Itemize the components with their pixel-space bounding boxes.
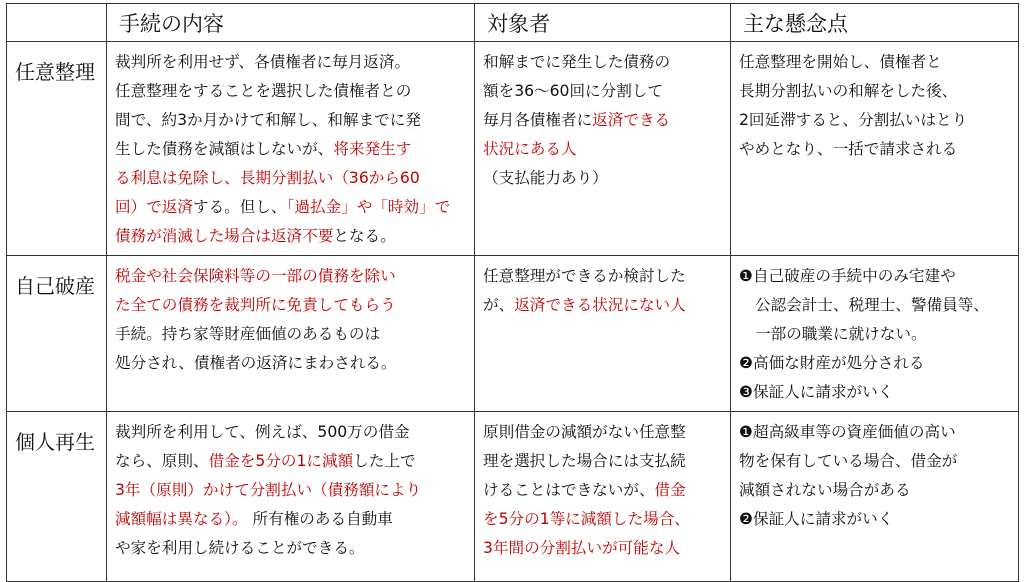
table-row bbox=[7, 256, 1019, 412]
cell-line bbox=[115, 418, 468, 447]
cell-text: 任意整理をすることを選択した債権者との bbox=[115, 82, 412, 100]
highlight-text: 3年間の分割払いが可能な人 bbox=[483, 539, 681, 557]
header-target: 対象者 bbox=[475, 4, 731, 42]
table-row bbox=[7, 42, 1019, 256]
cell-line bbox=[115, 135, 468, 164]
cell-text: 公認会計士、税理士、警備員等、 bbox=[755, 296, 989, 314]
cell-text: ❷保証人に請求がいく bbox=[739, 510, 894, 528]
cell-text: ❸保証人に請求がいく bbox=[739, 383, 894, 401]
table-row bbox=[7, 412, 1019, 582]
cell-line bbox=[115, 534, 468, 563]
cell-text: 物を保有している場合、借金が bbox=[739, 452, 958, 470]
highlight-text: た全ての債務を裁判所に免責してもらう bbox=[115, 296, 396, 314]
cell-text: 和解までに発生した債務の bbox=[483, 53, 671, 71]
cell-text: ❶超高級車等の資産価値の高い bbox=[739, 423, 956, 441]
cell-line bbox=[739, 505, 1012, 534]
target-cell bbox=[475, 256, 731, 412]
cell-text: やめとなり、一括で請求される bbox=[739, 140, 958, 158]
cell-line bbox=[739, 135, 1012, 164]
cell-text: なら、原則、 bbox=[115, 452, 209, 470]
cell-line bbox=[115, 164, 468, 193]
cell-line bbox=[739, 291, 1012, 320]
highlight-text: 将来発生す bbox=[333, 140, 412, 158]
cell-line bbox=[483, 106, 724, 135]
header-content: 手続の内容 bbox=[107, 4, 475, 42]
cell-text: 額を36～60回に分割して bbox=[483, 82, 664, 100]
cell-line bbox=[483, 418, 724, 447]
cell-line bbox=[115, 447, 468, 476]
cell-line bbox=[739, 349, 1012, 378]
row-label: 任意整理 bbox=[7, 42, 107, 256]
target-cell bbox=[475, 412, 731, 582]
cell-line bbox=[739, 77, 1012, 106]
highlight-text: 返済できる bbox=[592, 111, 671, 129]
cell-line bbox=[483, 291, 724, 320]
cell-line bbox=[483, 135, 724, 164]
cell-line bbox=[115, 349, 468, 378]
content-cell bbox=[107, 256, 475, 412]
highlight-text: る利息は免除し、長期分割払い（36から60 bbox=[115, 169, 420, 187]
cell-line bbox=[483, 476, 724, 505]
header-empty-cell bbox=[7, 4, 107, 42]
highlight-text: 債務が消滅した場合は返済不要 bbox=[115, 227, 334, 245]
cell-line bbox=[115, 320, 468, 349]
cell-line bbox=[115, 291, 468, 320]
highlight-text: 「過払金」や「時効」で bbox=[286, 198, 451, 216]
highlight-text: 減額幅は異なる）。 bbox=[115, 510, 248, 528]
content-cell bbox=[107, 412, 475, 582]
cell-line bbox=[483, 534, 724, 563]
header-row bbox=[7, 4, 1019, 42]
cell-line bbox=[739, 106, 1012, 135]
header-concern: 主な懸念点 bbox=[731, 4, 1019, 42]
cell-line bbox=[739, 476, 1012, 505]
cell-text: 裁判所を利用して、例えば、500万の借金 bbox=[115, 423, 410, 441]
cell-line bbox=[115, 77, 468, 106]
cell-text: 間で、約3か月かけて和解し、和解までに発 bbox=[115, 111, 421, 129]
cell-text: 裁判所を利用せず、各債権者に毎月返済。 bbox=[115, 53, 411, 71]
highlight-text: 税金や社会保険料等の一部の債務を除い bbox=[115, 267, 396, 285]
cell-text: する。但し、 bbox=[192, 198, 287, 216]
cell-line bbox=[115, 262, 468, 291]
cell-text: 処分され、債権者の返済にまわされる。 bbox=[115, 354, 397, 372]
cell-text: ❷高価な財産が処分される bbox=[739, 354, 925, 372]
row-label: 自己破産 bbox=[7, 256, 107, 412]
content-cell bbox=[107, 42, 475, 256]
cell-line bbox=[739, 320, 1012, 349]
cell-line bbox=[483, 262, 724, 291]
cell-text: となる。 bbox=[333, 227, 396, 245]
highlight-text: 状況にある人 bbox=[483, 140, 577, 158]
cell-text: けることはできないが、 bbox=[483, 481, 655, 499]
cell-text: （支払能力あり） bbox=[483, 169, 608, 187]
cell-text: や家を利用し続けることができる。 bbox=[115, 539, 365, 557]
target-cell bbox=[475, 42, 731, 256]
highlight-text: 借金 bbox=[654, 481, 686, 499]
highlight-text: 3年（原則）かけて分割払い（債務額により bbox=[115, 481, 422, 499]
cell-line bbox=[115, 48, 468, 77]
cell-line bbox=[115, 476, 468, 505]
cell-line bbox=[483, 505, 724, 534]
row-label: 個人再生 bbox=[7, 412, 107, 582]
cell-text: 毎月各債権者に bbox=[483, 111, 593, 129]
cell-text: 理を選択した場合には支払続 bbox=[483, 452, 686, 470]
cell-text: 任意整理を開始し、債権者と bbox=[739, 53, 942, 71]
cell-text: 原則借金の減額がない任意整 bbox=[483, 423, 686, 441]
cell-line bbox=[483, 77, 724, 106]
cell-line bbox=[739, 48, 1012, 77]
concern-cell bbox=[731, 42, 1019, 256]
cell-line bbox=[483, 48, 724, 77]
cell-text: 長期分割払いの和解をした後、 bbox=[739, 82, 958, 100]
cell-text: 任意整理ができるか検討した bbox=[483, 267, 686, 285]
cell-text: 2回延滞すると、分割払いはとり bbox=[739, 111, 968, 129]
highlight-text: 返済できる状況にない人 bbox=[514, 296, 686, 314]
cell-line bbox=[115, 193, 468, 222]
concern-cell bbox=[731, 412, 1019, 582]
cell-text: 生した債務を減額はしないが、 bbox=[115, 140, 334, 158]
procedure-comparison-table bbox=[6, 3, 1019, 582]
cell-text: 減額されない場合がある bbox=[739, 481, 911, 499]
cell-text: が、 bbox=[483, 296, 515, 314]
cell-text: ❶自己破産の手続中のみ宅建や bbox=[739, 267, 956, 285]
cell-text: 所有権のある自動車 bbox=[247, 510, 393, 528]
cell-line bbox=[483, 164, 724, 193]
cell-line bbox=[739, 262, 1012, 291]
highlight-text: を5分の1等に減額した場合、 bbox=[483, 510, 690, 528]
cell-line bbox=[115, 222, 468, 251]
cell-line bbox=[739, 447, 1012, 476]
cell-text: した上で bbox=[353, 452, 416, 470]
cell-text: 一部の職業に就けない。 bbox=[755, 325, 927, 343]
cell-line bbox=[115, 106, 468, 135]
cell-line bbox=[739, 378, 1012, 407]
highlight-text: 借金を5分の1に減額 bbox=[208, 452, 354, 470]
cell-text: 手続。持ち家等財産価値のあるものは bbox=[115, 325, 381, 343]
cell-line bbox=[115, 505, 468, 534]
cell-line bbox=[739, 418, 1012, 447]
cell-line bbox=[483, 447, 724, 476]
concern-cell bbox=[731, 256, 1019, 412]
highlight-text: 回）で返済 bbox=[115, 198, 193, 216]
